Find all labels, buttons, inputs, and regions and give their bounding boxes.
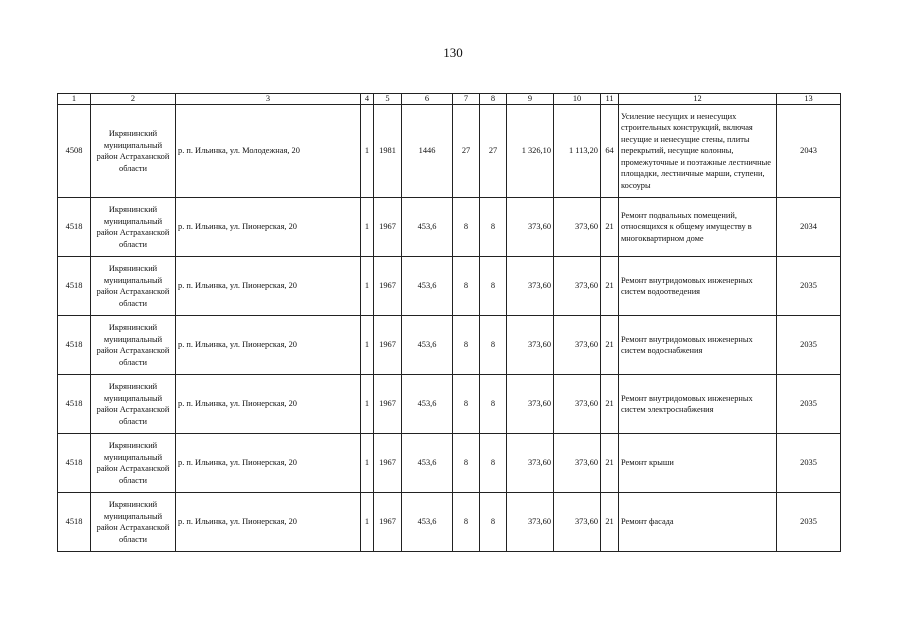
cell-col-7: 8 (453, 375, 480, 434)
column-header: 3 (176, 94, 361, 105)
table-row (58, 493, 841, 552)
cell-col-11: 21 (601, 434, 619, 493)
cell-row-number: 4518 (58, 316, 91, 375)
cell-address: р. п. Ильинка, ул. Пионерская, 20 (176, 257, 361, 316)
cell-municipality: Икрянинский муниципальный район Астраханской области (91, 105, 176, 198)
cell-col-8: 8 (480, 257, 507, 316)
cell-col-7: 8 (453, 257, 480, 316)
cell-year-built: 1967 (374, 257, 402, 316)
cell-work-type: Ремонт крыши (619, 434, 777, 493)
column-header: 10 (554, 94, 601, 105)
cell-total-area: 1446 (402, 105, 453, 198)
cell-planned-year: 2034 (777, 198, 841, 257)
cell-col-7: 8 (453, 493, 480, 552)
cell-col-11: 21 (601, 316, 619, 375)
cell-year-built: 1967 (374, 198, 402, 257)
table-row (58, 434, 841, 493)
cell-col-4: 1 (361, 375, 374, 434)
cell-planned-year: 2035 (777, 493, 841, 552)
column-header: 6 (402, 94, 453, 105)
cell-area-10: 373,60 (554, 493, 601, 552)
cell-planned-year: 2035 (777, 257, 841, 316)
cell-address: р. п. Ильинка, ул. Пионерская, 20 (176, 316, 361, 375)
cell-row-number: 4518 (58, 257, 91, 316)
column-header: 4 (361, 94, 374, 105)
cell-area-10: 373,60 (554, 198, 601, 257)
cell-row-number: 4518 (58, 434, 91, 493)
cell-total-area: 453,6 (402, 316, 453, 375)
cell-col-4: 1 (361, 198, 374, 257)
column-header: 9 (507, 94, 554, 105)
cell-total-area: 453,6 (402, 493, 453, 552)
column-header: 12 (619, 94, 777, 105)
cell-work-type: Ремонт подвальных помещений, относящихся к общему имуществу в многоквартирном доме (619, 198, 777, 257)
cell-area-10: 1 113,20 (554, 105, 601, 198)
column-header: 8 (480, 94, 507, 105)
table-row (58, 198, 841, 257)
page-number: 130 (443, 45, 463, 60)
cell-year-built: 1981 (374, 105, 402, 198)
cell-area-9: 373,60 (507, 316, 554, 375)
cell-year-built: 1967 (374, 493, 402, 552)
table-row (58, 375, 841, 434)
cell-col-7: 8 (453, 316, 480, 375)
cell-row-number: 4508 (58, 105, 91, 198)
cell-col-8: 27 (480, 105, 507, 198)
cell-address: р. п. Ильинка, ул. Пионерская, 20 (176, 198, 361, 257)
cell-year-built: 1967 (374, 316, 402, 375)
cell-col-4: 1 (361, 105, 374, 198)
cell-municipality: Икрянинский муниципальный район Астраханской области (91, 198, 176, 257)
cell-area-9: 373,60 (507, 198, 554, 257)
cell-col-8: 8 (480, 434, 507, 493)
cell-work-type: Ремонт внутридомовых инженерных систем водоотведения (619, 257, 777, 316)
cell-area-10: 373,60 (554, 257, 601, 316)
column-header: 7 (453, 94, 480, 105)
cell-col-7: 8 (453, 434, 480, 493)
cell-planned-year: 2035 (777, 316, 841, 375)
cell-row-number: 4518 (58, 375, 91, 434)
cell-col-8: 8 (480, 316, 507, 375)
cell-col-7: 27 (453, 105, 480, 198)
cell-col-4: 1 (361, 493, 374, 552)
table-row (58, 257, 841, 316)
cell-address: р. п. Ильинка, ул. Пионерская, 20 (176, 375, 361, 434)
cell-address: р. п. Ильинка, ул. Пионерская, 20 (176, 493, 361, 552)
cell-municipality: Икрянинский муниципальный район Астраханской области (91, 316, 176, 375)
cell-area-9: 373,60 (507, 434, 554, 493)
column-header: 2 (91, 94, 176, 105)
cell-col-11: 64 (601, 105, 619, 198)
cell-col-11: 21 (601, 198, 619, 257)
cell-work-type: Ремонт фасада (619, 493, 777, 552)
cell-col-8: 8 (480, 493, 507, 552)
cell-total-area: 453,6 (402, 257, 453, 316)
column-header: 1 (58, 94, 91, 105)
table-row (58, 105, 841, 198)
cell-row-number: 4518 (58, 198, 91, 257)
cell-col-11: 21 (601, 493, 619, 552)
cell-planned-year: 2043 (777, 105, 841, 198)
cell-col-4: 1 (361, 316, 374, 375)
column-header: 11 (601, 94, 619, 105)
cell-col-8: 8 (480, 375, 507, 434)
cell-municipality: Икрянинский муниципальный район Астраханской области (91, 375, 176, 434)
cell-work-type: Усиление несущих и ненесущих строительных конструкций, включая несущие и ненесущие стены, плиты перекрытий, несущие колонны, промежуточные и поэтажные лестничные площадки, лестничные марши, ступени, косоуры (619, 105, 777, 198)
cell-col-4: 1 (361, 434, 374, 493)
cell-col-11: 21 (601, 257, 619, 316)
cell-row-number: 4518 (58, 493, 91, 552)
cell-address: р. п. Ильинка, ул. Пионерская, 20 (176, 434, 361, 493)
cell-area-9: 373,60 (507, 493, 554, 552)
cell-col-4: 1 (361, 257, 374, 316)
cell-address: р. п. Ильинка, ул. Молодежная, 20 (176, 105, 361, 198)
cell-area-10: 373,60 (554, 316, 601, 375)
cell-area-9: 373,60 (507, 257, 554, 316)
cell-year-built: 1967 (374, 375, 402, 434)
cell-municipality: Икрянинский муниципальный район Астраханской области (91, 257, 176, 316)
column-number-header-row (58, 94, 841, 105)
cell-col-11: 21 (601, 375, 619, 434)
cell-planned-year: 2035 (777, 375, 841, 434)
cell-col-8: 8 (480, 198, 507, 257)
table-row (58, 316, 841, 375)
cell-year-built: 1967 (374, 434, 402, 493)
cell-area-10: 373,60 (554, 375, 601, 434)
column-header: 5 (374, 94, 402, 105)
cell-work-type: Ремонт внутридомовых инженерных систем водоснабжения (619, 316, 777, 375)
cell-municipality: Икрянинский муниципальный район Астраханской области (91, 493, 176, 552)
cell-work-type: Ремонт внутридомовых инженерных систем электроснабжения (619, 375, 777, 434)
cell-total-area: 453,6 (402, 198, 453, 257)
cell-planned-year: 2035 (777, 434, 841, 493)
cell-total-area: 453,6 (402, 375, 453, 434)
cell-area-9: 373,60 (507, 375, 554, 434)
cell-area-9: 1 326,10 (507, 105, 554, 198)
cell-total-area: 453,6 (402, 434, 453, 493)
cell-area-10: 373,60 (554, 434, 601, 493)
column-header: 13 (777, 94, 841, 105)
cell-col-7: 8 (453, 198, 480, 257)
cell-municipality: Икрянинский муниципальный район Астраханской области (91, 434, 176, 493)
repair-schedule-table (57, 93, 841, 552)
